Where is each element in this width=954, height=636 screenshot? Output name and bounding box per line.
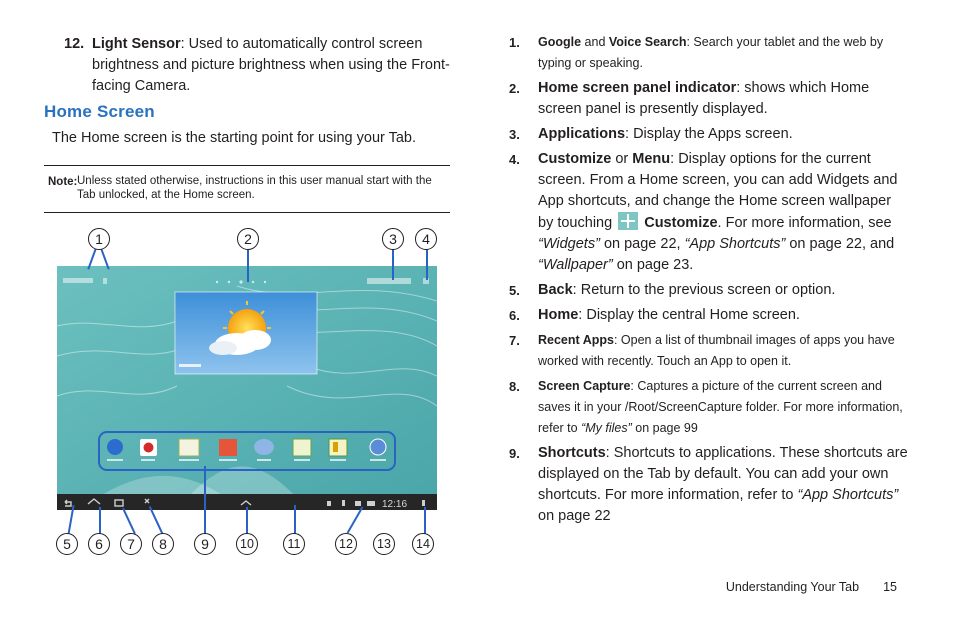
- item-term: Google: [538, 35, 582, 49]
- lead-4: [426, 248, 428, 280]
- item-text: : Display options for the current screen. From a Home screen, you can add Widgets and App shortcuts, and change the Home screen wallpaper by touching: [538, 151, 898, 231]
- note-text: Unless stated otherwise, instructions in this user manual start with the Tab unlocked, at the Home screen.: [77, 175, 432, 201]
- item-text: : Shortcuts to applications. These shortcuts are displayed on the Tab by default. You can add your own shortcuts. For more information, refer to: [538, 445, 908, 503]
- callout-7: 7: [120, 533, 142, 555]
- item-term: Back: [538, 282, 573, 298]
- page-footer: [702, 580, 897, 594]
- cross-reference: “App Shortcuts”: [684, 236, 786, 252]
- item-number: 5.: [509, 283, 520, 298]
- cross-reference: “App Shortcuts”: [797, 487, 899, 503]
- list-item: [509, 78, 909, 120]
- footer-section: Understanding Your Tab: [725, 580, 860, 594]
- list-item: [509, 330, 909, 372]
- callout-13: 13: [373, 533, 395, 555]
- item-number: 3.: [509, 127, 520, 142]
- right-column-list: [509, 32, 909, 531]
- list-item: [509, 32, 909, 74]
- lead-14: [424, 507, 426, 535]
- item-text: on page 99: [631, 421, 698, 435]
- list-item: [509, 149, 909, 276]
- item-12-light-sensor: [44, 34, 452, 97]
- lead-2: [247, 248, 249, 282]
- item-text: on page 22: [538, 508, 611, 524]
- section-title: Home Screen: [44, 102, 155, 121]
- list-item: [509, 124, 909, 145]
- item-term: Screen Capture: [538, 379, 631, 393]
- item-term: Applications: [538, 126, 626, 142]
- item-text: on page 22, and: [785, 236, 895, 252]
- list-item: [509, 280, 909, 301]
- item-text: on page 22,: [599, 236, 685, 252]
- note-box: [44, 165, 450, 213]
- lead-12: [347, 507, 364, 534]
- lead-10: [246, 507, 248, 535]
- cross-reference: “My files”: [581, 421, 632, 435]
- intro-text: The Home screen is the starting point for using your Tab.: [52, 130, 417, 146]
- item-text: : Display the Apps screen.: [625, 126, 793, 142]
- item-term: Customize: [538, 151, 612, 167]
- callout-3: 3: [382, 228, 404, 250]
- callout-11: 11: [283, 533, 305, 555]
- lead-3: [392, 248, 394, 280]
- item-text: : Display the central Home screen.: [578, 307, 800, 323]
- callout-14: 14: [412, 533, 434, 555]
- item-title: Light Sensor: [92, 36, 181, 52]
- item-number: 8.: [509, 379, 520, 394]
- item-text: : Used to automatically control screen brightness and picture brightness when using the Front-facing Camera.: [92, 36, 450, 94]
- item-number: 2.: [509, 81, 520, 96]
- callout-10: 10: [236, 533, 258, 555]
- item-term: Home screen panel indicator: [538, 80, 737, 96]
- item-term: Recent Apps: [538, 333, 614, 347]
- item-number: 9.: [509, 446, 520, 461]
- item-text: : Search your tablet and the web by typing or speaking.: [538, 35, 884, 70]
- footer-page-number: 15: [883, 580, 897, 594]
- item-number: 6.: [509, 308, 520, 323]
- callout-4: 4: [415, 228, 437, 250]
- note-label: Note:: [48, 176, 78, 188]
- callout-5: 5: [56, 533, 78, 555]
- callout-6: 6: [88, 533, 110, 555]
- callout-9: 9: [194, 533, 216, 555]
- list-item: [509, 376, 909, 439]
- item-number: 1.: [509, 35, 520, 50]
- lead-9: [204, 466, 206, 534]
- cross-reference: “Widgets”: [538, 236, 600, 252]
- item-text: . For more information, see: [717, 215, 892, 231]
- callout-12: 12: [335, 533, 357, 555]
- weather-widget: [175, 292, 317, 374]
- item-term: Voice Search: [608, 35, 687, 49]
- plus-icon: [618, 212, 638, 230]
- item-text: : Return to the previous screen or option.: [572, 282, 836, 298]
- status-time: 12:16: [382, 499, 408, 510]
- item-text: : Open a list of thumbnail images of apps you have worked with recently. Touch an App to open it.: [538, 333, 895, 368]
- lead-11: [294, 505, 296, 535]
- lead-6: [99, 507, 101, 535]
- callout-1: 1: [88, 228, 110, 250]
- item-term: Customize: [640, 215, 718, 231]
- item-term: Shortcuts: [538, 445, 606, 461]
- callout-2: 2: [237, 228, 259, 250]
- item-number: 4.: [509, 152, 520, 167]
- item-number: 12.: [64, 36, 85, 52]
- item-term: Home: [538, 307, 579, 323]
- list-item: [509, 443, 909, 527]
- home-screen-svg: [57, 266, 437, 510]
- item-term: Menu: [632, 151, 671, 167]
- item-text: : shows which Home screen panel is presently displayed.: [538, 80, 870, 117]
- item-text: : Captures a picture of the current screen and saves it in your /Root/ScreenCapture folder. For more information, refer to: [538, 379, 903, 435]
- callout-8: 8: [152, 533, 174, 555]
- tablet-home-screen-image: [57, 266, 437, 510]
- lead-8: [149, 506, 163, 534]
- lead-7: [122, 508, 136, 534]
- item-text: on page 23.: [612, 257, 694, 273]
- item-text: and: [581, 35, 609, 49]
- left-column: [44, 30, 452, 149]
- list-item: [509, 305, 909, 326]
- item-text: or: [611, 151, 633, 167]
- cross-reference: “Wallpaper”: [538, 257, 613, 273]
- item-number: 7.: [509, 333, 520, 348]
